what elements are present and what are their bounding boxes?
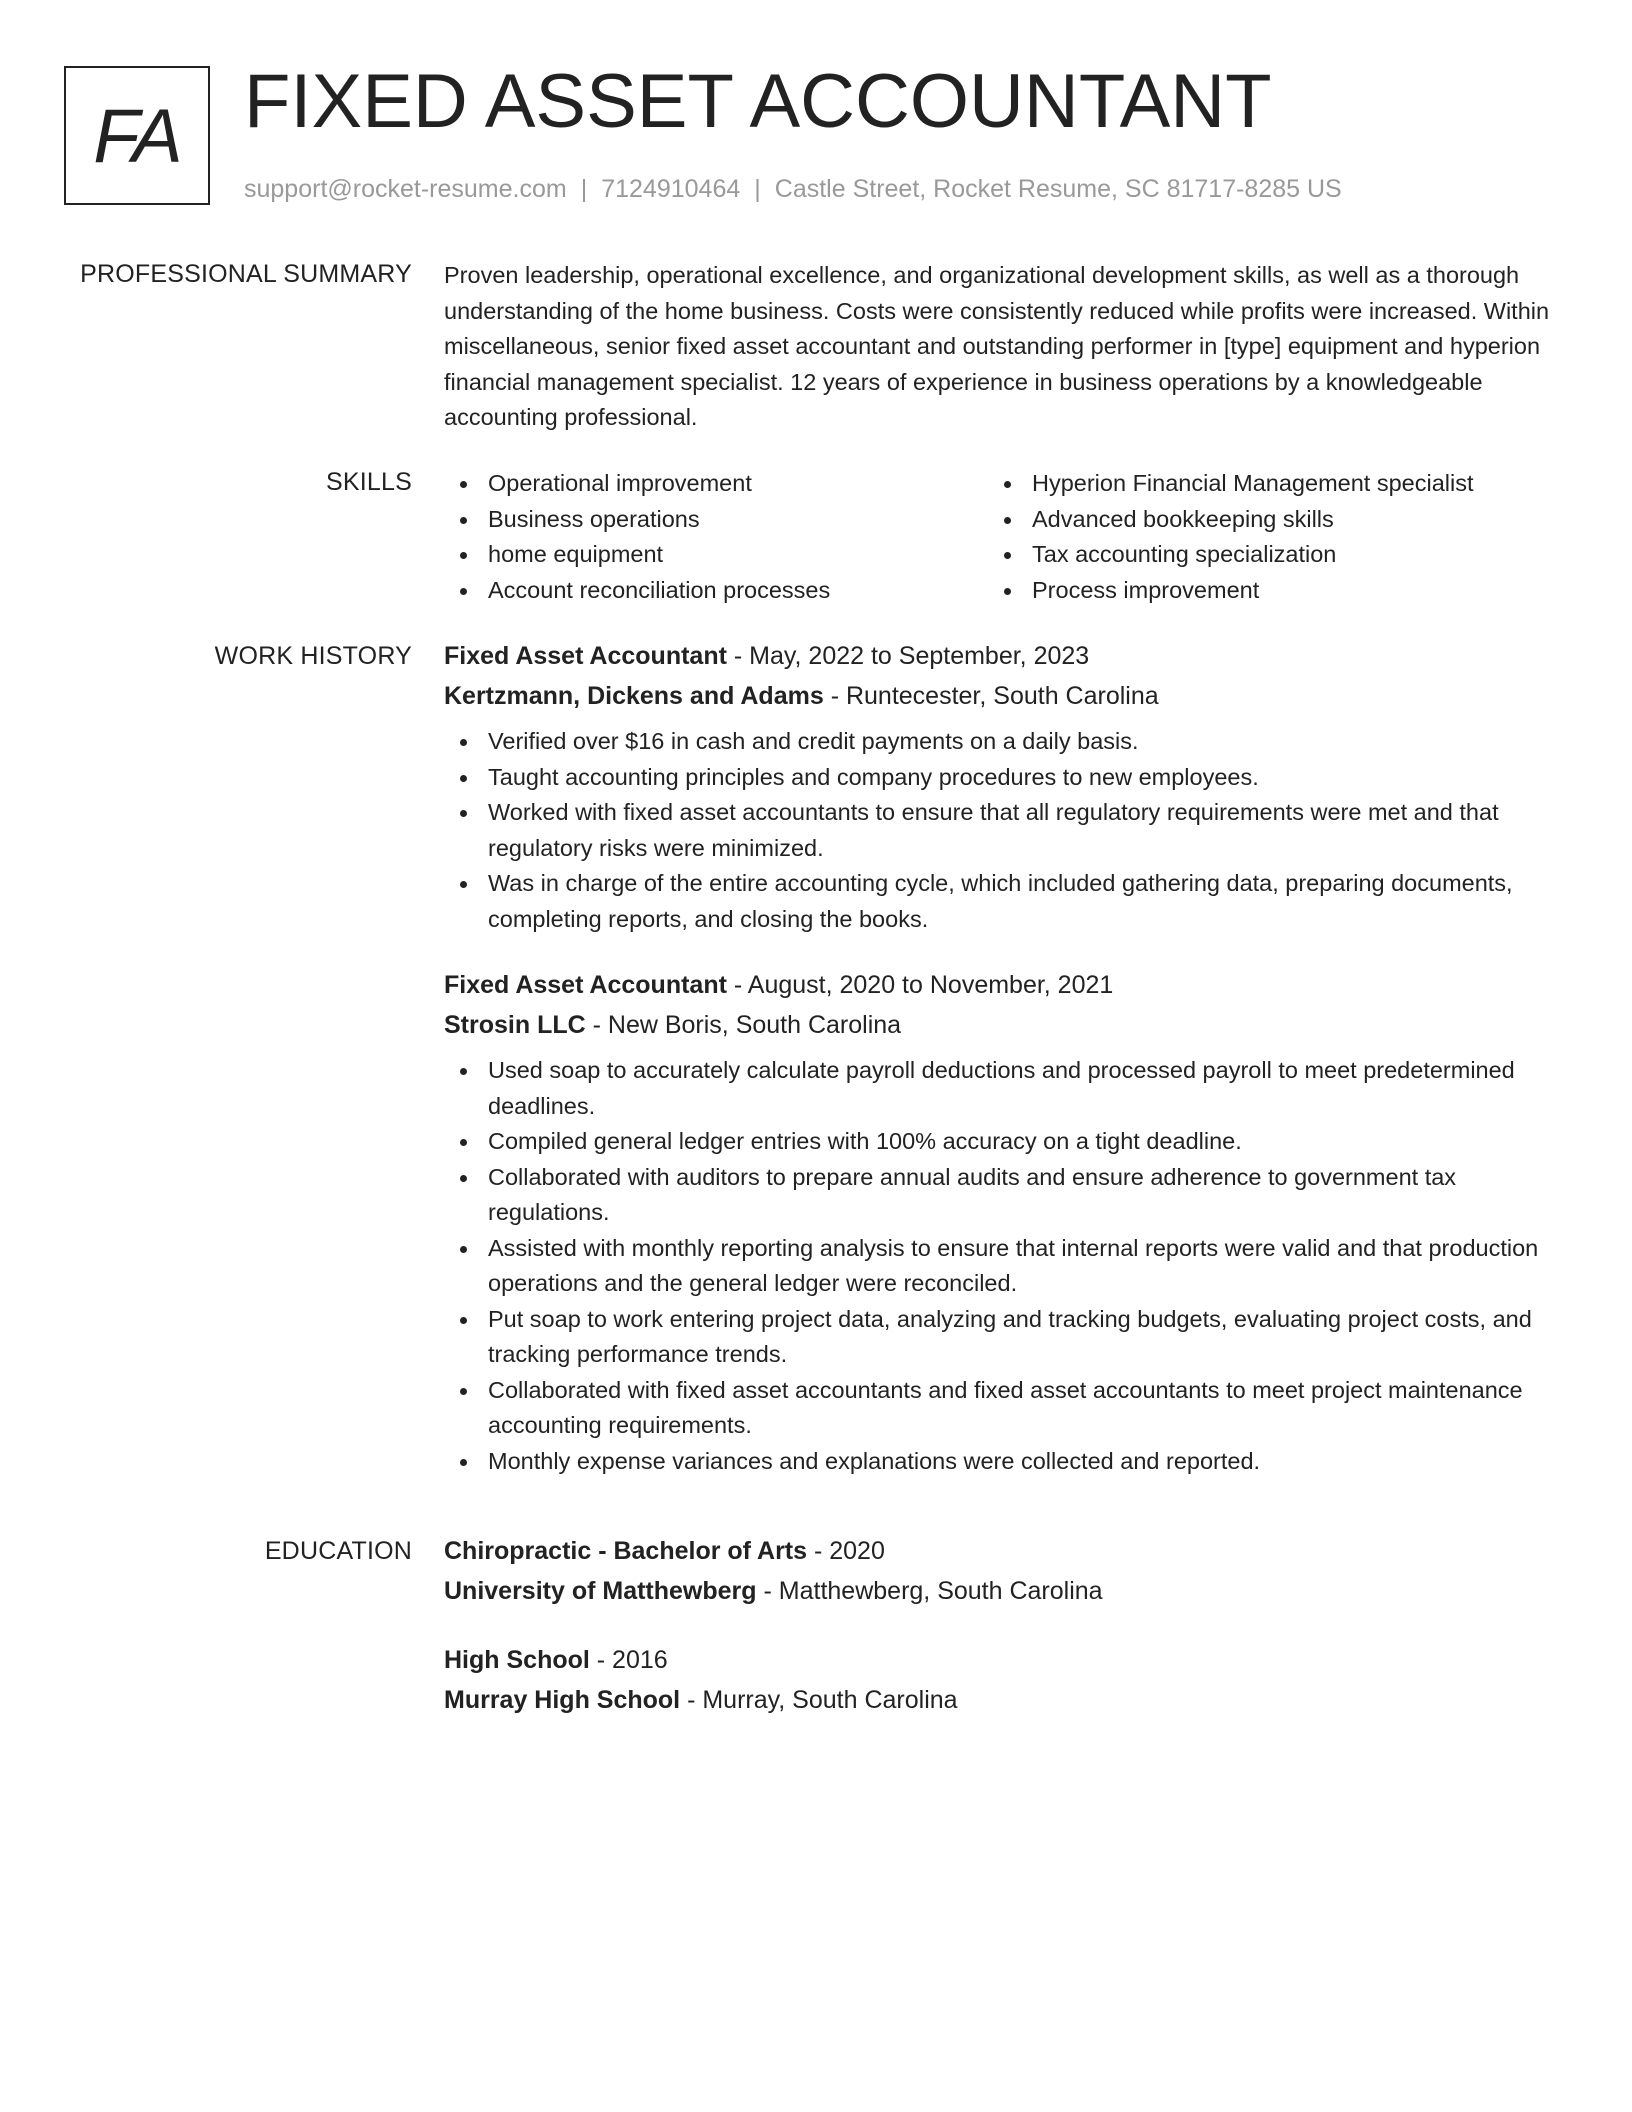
contact-separator: | — [754, 175, 761, 203]
skill-item: Business operations — [444, 502, 988, 538]
job-location: - Runtecester, South Carolina — [823, 682, 1159, 710]
education-entry — [444, 1531, 1556, 1611]
duty-item: Assisted with monthly reporting analysis to ensure that internal reports were valid and that production operations and the general ledger were reconciled. — [444, 1231, 1556, 1302]
education-degree: High School — [444, 1646, 590, 1674]
resume-name: FIXED ASSET ACCOUNTANT — [244, 59, 1272, 144]
duty-item: Verified over $16 in cash and credit payments on a daily basis. — [444, 724, 1556, 760]
education-school-line — [444, 1680, 1556, 1720]
monogram-initials: FA — [93, 94, 181, 179]
job-company: Kertzmann, Dickens and Adams — [444, 682, 824, 710]
job-role: Fixed Asset Accountant — [444, 642, 727, 670]
section-title-summary: PROFESSIONAL SUMMARY — [80, 260, 412, 288]
contact-phone: 7124910464 — [601, 175, 741, 203]
skill-item: home equipment — [444, 537, 988, 573]
skill-item: Advanced bookkeeping skills — [988, 502, 1548, 538]
skill-item: Tax accounting specialization — [988, 537, 1548, 573]
education-degree-line — [444, 1640, 1556, 1680]
section-title-education: EDUCATION — [264, 1537, 412, 1565]
education-school: Murray High School — [444, 1686, 681, 1714]
duty-item: Put soap to work entering project data, analyzing and tracking budgets, evaluating project costs, and tracking performance trends. — [444, 1302, 1556, 1373]
skill-item: Account reconciliation processes — [444, 573, 988, 609]
skill-item: Process improvement — [988, 573, 1548, 609]
contact-address: Castle Street, Rocket Resume, SC 81717-8285 US — [774, 175, 1342, 203]
job-duties-list — [444, 724, 1556, 937]
duty-item: Collaborated with fixed asset accountants and fixed asset accountants to meet project maintenance accounting requirements. — [444, 1373, 1556, 1444]
skills-body — [444, 466, 1556, 608]
education-location: - Matthewberg, South Carolina — [756, 1577, 1103, 1605]
job-dates: - May, 2022 to September, 2023 — [726, 642, 1090, 670]
education-location: - Murray, South Carolina — [680, 1686, 958, 1714]
skills-list-right — [988, 466, 1548, 608]
skills-columns — [444, 466, 1556, 608]
job-role: Fixed Asset Accountant — [444, 971, 727, 999]
duty-item: Used soap to accurately calculate payroll deductions and processed payroll to meet predetermined deadlines. — [444, 1053, 1556, 1124]
skill-item: Operational improvement — [444, 466, 988, 502]
section-title-skills: SKILLS — [326, 468, 412, 496]
work-history-body — [444, 636, 1556, 1479]
job-dates: - August, 2020 to November, 2021 — [726, 971, 1114, 999]
summary-body — [444, 258, 1556, 436]
education-school-line — [444, 1571, 1556, 1611]
job-duties-list — [444, 1053, 1556, 1479]
education-body — [444, 1531, 1556, 1720]
skills-list-left — [444, 466, 988, 608]
section-title-work: WORK HISTORY — [214, 642, 412, 670]
job-title-line — [444, 636, 1556, 676]
job-entry — [444, 965, 1556, 1479]
skill-item: Hyperion Financial Management specialist — [988, 466, 1548, 502]
contact-separator: | — [580, 175, 588, 203]
duty-item: Taught accounting principles and company procedures to new employees. — [444, 760, 1556, 796]
job-title-line — [444, 965, 1556, 1005]
job-location: - New Boris, South Carolina — [585, 1011, 902, 1039]
duty-item: Worked with fixed asset accountants to ensure that all regulatory requirements were met and that regulatory risks were minimized. — [444, 795, 1556, 866]
education-entry — [444, 1640, 1556, 1720]
education-degree-line — [444, 1531, 1556, 1571]
job-company-line — [444, 676, 1556, 716]
contact-email: support@rocket-resume.com — [244, 175, 567, 203]
education-school: University of Matthewberg — [444, 1577, 757, 1605]
job-entry — [444, 636, 1556, 937]
duty-item: Compiled general ledger entries with 100% accuracy on a tight deadline. — [444, 1124, 1556, 1160]
education-degree: Chiropractic - Bachelor of Arts — [444, 1537, 808, 1565]
job-company: Strosin LLC — [444, 1011, 586, 1039]
duty-item: Was in charge of the entire accounting cycle, which included gathering data, preparing documents, completing reports, and closing the books. — [444, 866, 1556, 937]
monogram-box — [64, 66, 210, 205]
education-year: - 2020 — [807, 1537, 885, 1565]
job-company-line — [444, 1005, 1556, 1045]
contact-line — [244, 174, 1342, 204]
summary-text: Proven leadership, operational excellence, and organizational development skills, as well as a thorough understanding of the home business. Costs were consistently reduced while profits were increased. Within miscellaneous, senior fixed asset accountant and outstanding performer in [type] equipment and hyperion financial management specialist. 12 years of experience in business operations by a knowledgeable accounting professional. — [444, 262, 1550, 430]
education-year: - 2016 — [589, 1646, 668, 1674]
duty-item: Collaborated with auditors to prepare annual audits and ensure adherence to government tax regulations. — [444, 1160, 1556, 1231]
duty-item: Monthly expense variances and explanations were collected and reported. — [444, 1444, 1556, 1480]
